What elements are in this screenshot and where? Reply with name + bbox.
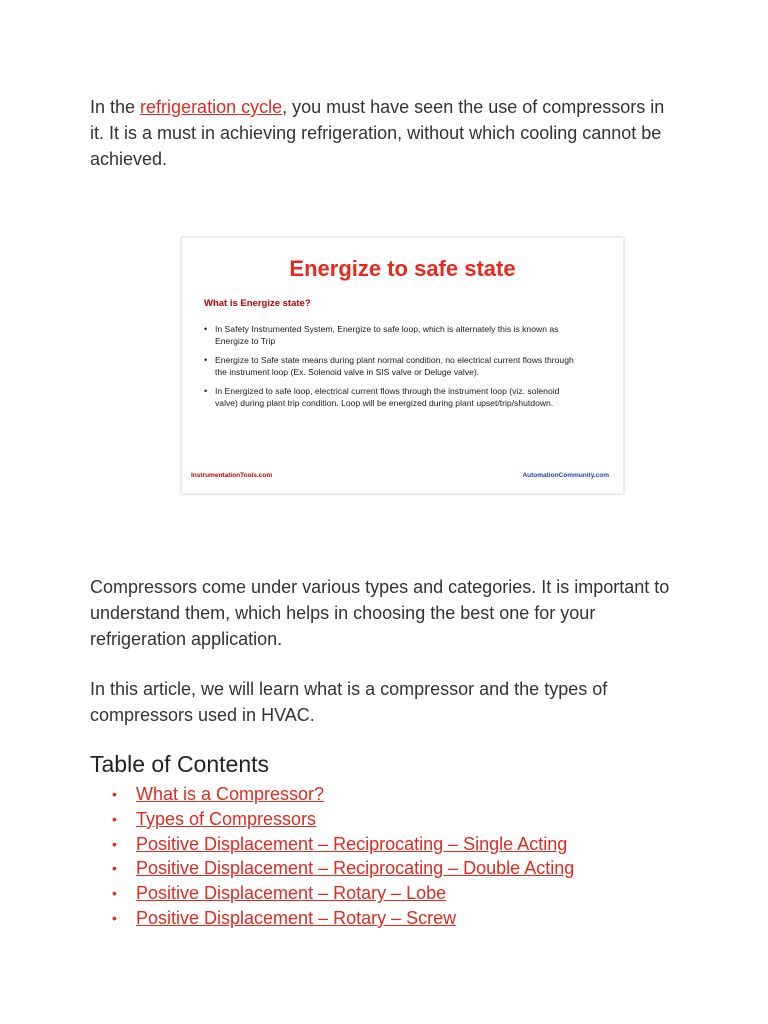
bullet-icon: • [112,786,117,802]
slide-footer-right: AutomationCommunity.com [522,472,609,479]
slide-title: Energize to safe state [289,256,516,281]
slide-subtitle: What is Energize state? [204,298,311,309]
toc-link-rotary-screw[interactable]: Positive Displacement – Rotary – Screw [136,907,457,928]
slide-bullet: • In Safety Instrumented System, Energize to safe loop, which is alternately this is known as Energize to Trip [204,323,584,347]
toc-item [112,881,574,906]
intro-paragraph [90,94,680,172]
toc-link-reciprocating-double[interactable]: Positive Displacement – Reciprocating – Double Acting [136,858,575,879]
toc-item [112,807,574,832]
toc-link-what-is-compressor[interactable]: What is a Compressor? [136,784,325,804]
toc-item [112,906,574,931]
intro-section [90,94,680,172]
toc-item [112,782,574,807]
bullet-icon: • [112,860,117,877]
slide-image [181,237,624,494]
slide-bullet: • Energize to Safe state means during plant normal condition, no electrical current flows through the instrument loop (Ex. Solenoid valve in SIS valve or Deluge valve). [204,354,584,378]
toc-link-reciprocating-single[interactable]: Positive Displacement – Reciprocating – Single Acting [136,833,568,854]
refrigeration-cycle-link[interactable]: refrigeration cycle [140,97,283,117]
slide-bullet-list [204,323,584,416]
slide-bullet: • In Energized to safe loop, electrical current flows through the instrument loop (viz. solenoid valve) during plant trip condition. Loop will be energized during plant upset/trip/shutdown. [204,385,584,409]
slide-footer-left: InstrumentationTools.com [191,472,273,479]
table-of-contents [112,782,574,931]
toc-link-rotary-lobe[interactable]: Positive Displacement – Rotary – Lobe [136,883,447,904]
intro-text-after: , you must have seen the use of compressors in it. It is a must in achieving refrigeration, without which cooling cannot be achieved. [90,97,665,169]
body-paragraph: Compressors come under various types and categories. It is important to understand them, which helps in choosing the best one for your refrigeration application. [90,577,670,649]
body-section [90,574,680,728]
toc-heading: Table of Contents [90,751,270,777]
intro-text-before: In the [90,97,141,117]
bullet-icon: • [112,810,117,827]
toc-item [112,832,574,857]
toc-item [112,856,574,881]
bullet-icon: • [112,835,117,852]
body-paragraph: In this article, we will learn what is a compressor and the types of compressors used in HVAC. [90,679,608,725]
bullet-icon: • [112,885,117,902]
toc-link-types-of-compressors[interactable]: Types of Compressors [136,808,317,829]
bullet-icon: • [112,909,117,926]
